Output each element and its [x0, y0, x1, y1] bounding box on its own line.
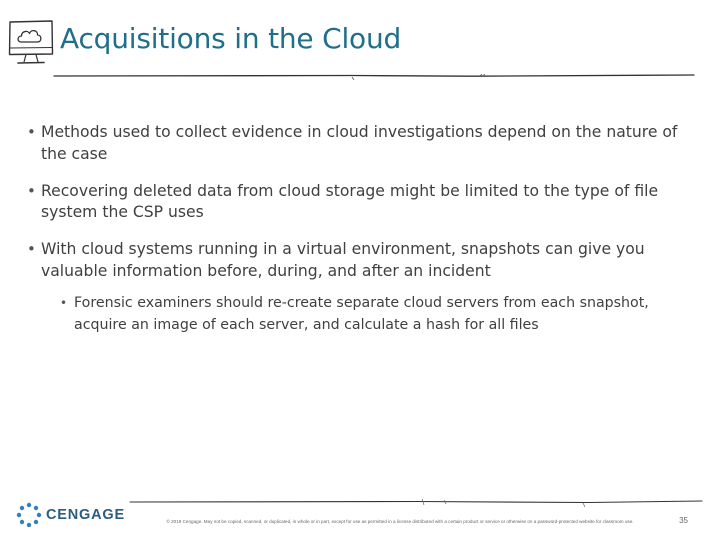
bullet-marker: • [27, 181, 36, 200]
bullet-item [27, 181, 697, 224]
cengage-logo [16, 500, 146, 530]
title-underline [52, 68, 696, 82]
bullet-marker: • [27, 240, 36, 258]
bullet-text: With cloud systems running in a virtual environment, snapshots can give you valuable information before, during, and after an incident [41, 240, 645, 280]
sub-bullet-item [60, 292, 697, 336]
copyright-notice: © 2019 Cengage. May not be copied, scanned, or duplicated, in whole or in part, except for use as permitted in a license distributed with a certain product or service or otherwise on a password-protected website for classroom use. [166, 519, 634, 524]
cengage-logo-icon [16, 502, 42, 528]
sub-bullet-text: Forensic examiners should re-create separate cloud servers from each snapshot, acquire an image of each server, and calculate a hash for all files [74, 294, 649, 333]
bullet-text: Recovering deleted data from cloud storage might be limited to the type of file system the CSP uses [41, 181, 659, 221]
bullet-item [27, 122, 697, 165]
bullet-item [27, 239, 697, 282]
bullet-text: Methods used to collect evidence in cloud investigations depend on the nature of the case [41, 123, 678, 163]
bullet-list [27, 122, 697, 336]
bullet-marker: • [27, 123, 36, 141]
cloud-monitor-icon [6, 18, 56, 70]
slide-title: Acquisitions in the Cloud [60, 22, 402, 55]
page-number: 35 [679, 516, 688, 525]
sub-bullet-marker: • [60, 295, 68, 310]
logo-text: CENGAGE [46, 507, 125, 523]
footer-rule [128, 494, 704, 514]
